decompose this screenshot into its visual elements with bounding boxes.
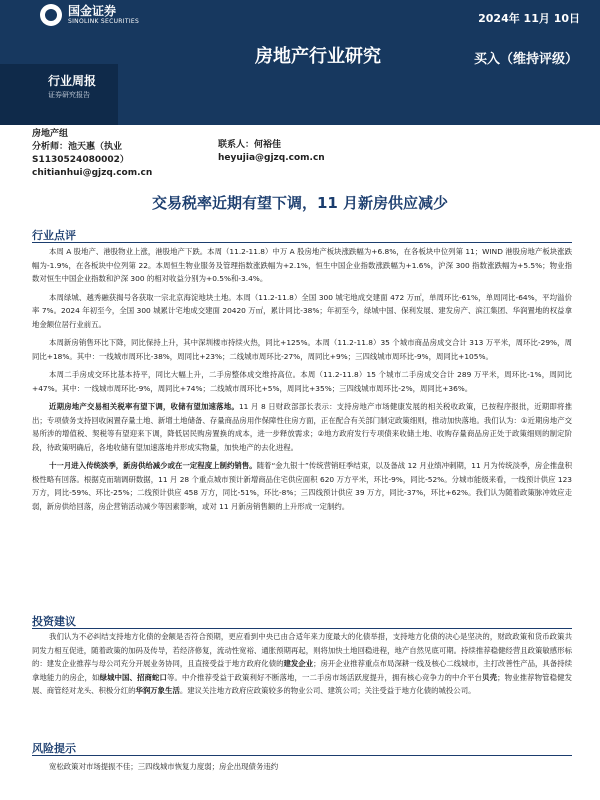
advice-highlight: 华润万象生活: [135, 686, 180, 695]
company-logo: [40, 4, 139, 26]
policy-text: 11 月 8 日财政部部长表示：支持房地产市场健康发展的相关税收政策，已按程序报批，近期即将推出；专项债务支持回收闲置存量土地、新增土地储备、存量商品房用作保障性住房方面，正在配合有关部门制定政策细则，推动加快落地。我们认为：①近期房地产交易所涉的增值税、契税等有望迎来下调，降低居民购房置换的成本，进一步释放需求；②地方政府发行专项债来收储土地、收购存量商品房正处于政策细则的制定阶段，待政策明确后，各地收储有望加速落地并形成实物量，加快地产的去化进程。: [32, 402, 572, 452]
logo-name-cn: 国金证券: [68, 3, 117, 18]
advice-highlight: 贝壳: [482, 672, 498, 682]
paragraph: 本周新房销售环比下降，同比保持上升，其中深圳楼市持续火热，同比+125%。本周（11.2-11.8）35 个城市商品房成交合计 313 万平米，周环比-29%，周同比+18%。其中：一线城市周环比-38%，周同比+23%；二线城市周环比-27%，周同比+9%；三四线城市周环比-9%，周同比+105%。: [32, 338, 572, 361]
logo-name-en: SINOLINK SECURITIES: [68, 17, 140, 25]
report-title: 房地产行业研究: [255, 46, 381, 67]
advice-text: 。建议关注地方政府应政策较多的物业公司、建筑公司；关注受益于地方化债的城投公司。: [179, 686, 476, 695]
policy-lead: 近期房地产交易相关税率有望下调，收储有望加速落地。: [49, 402, 239, 411]
risk-text: 宽松政策对市场提振不佳；三四线城市恢复力度弱；房企出现债务违约: [49, 762, 279, 771]
advice-text: 等。中介推荐受益于政策利好不断落地，一二手房市场活跃度提升，拥有核心竞争力的中介平台: [167, 672, 483, 682]
logo-icon: [40, 4, 62, 26]
advice-text: ；物业推荐物管稳健发展、商管经对龙头、积极分红的: [32, 672, 572, 695]
advice-highlight: 建发企业: [283, 659, 314, 668]
rating-label: 买入（维持评级）: [473, 52, 578, 67]
advice-body: [32, 630, 572, 703]
section-divider: [32, 755, 572, 756]
advice-highlight: 绿城中国、招商蛇口: [99, 672, 168, 682]
advice-text: 我们认为不必纠结支持地方化债的金额是否符合预期，更应看到中央已由合适年来力度最大的化债举措，支持地方化债的决心是坚决的，财政政策和货币政策共同发力相互促进，随着政策的加码及传导，若经济修复，流动性宽裕、通胀预期再起，则将加快土地回稳进程，地产自然见底可期。持续推荐稳健经营且政策敏感形标的：建发企业推荐与母公司充分开展业务协同，且直接受益于地方政府化债的: [32, 632, 572, 668]
contact-label: 联系人：何裕佳: [218, 140, 282, 150]
report-subtype: 证券研究报告: [48, 91, 90, 99]
report-type: 行业周报: [48, 74, 97, 88]
section-divider: [32, 628, 572, 629]
group-name: 房地产组: [32, 129, 69, 139]
author-block: [32, 128, 152, 180]
paragraph: 本周 A 股地产、港股物业上涨，港股地产下跌。本周（11.2-11.8）中万 A 股房地产板块涨跌幅为+6.8%，在各板块中位列第 11；WIND 港股房地产板块涨跌幅为-1.9%，在各板块中位列第 22。本周恒生物业服务及管理指数涨跌幅为+2.1%，恒生中国企业指数涨跌幅为+1.6%，沪深 300 指数涨跌幅为+5.5%；物业指数对恒生中国企业指数和沪深 300 的相对收益分别为+0.5%和-3.4%。: [32, 247, 572, 283]
report-date: 2024年 11月 10日: [478, 12, 580, 25]
analyst-cert: S1130524080002）: [32, 155, 129, 165]
analyst-email: chitianhui@gjzq.com.cn: [32, 168, 153, 178]
section-divider: [32, 242, 572, 243]
analyst-label: 分析师：池天惠（执业: [32, 142, 123, 152]
advice-text: ；房开企业推荐重点布局深耕一线及核心二线城市，主打改善性产品，具备持续拿地能力的房企，如: [32, 659, 572, 682]
section-title-review: 行业点评: [32, 229, 76, 242]
headline: 交易税率近期有望下调，11 月新房供应减少: [151, 194, 449, 212]
section-title-advice: 投资建议: [32, 615, 76, 628]
paragraph-advice: [32, 630, 572, 698]
header-bar: [0, 0, 600, 125]
section-title-risk: 风险提示: [32, 742, 76, 755]
paragraph: 本周二手房成交环比基本持平，同比大幅上升，二手房整体成交维持高位。本周（11.2-11.8）15 个城市二手房成交合计 289 万平米，周环比-1%，周同比+47%。其中：一线城市周环比-9%，周同比+74%；二线城市周环比+5%，周同比+35%；三四线城市周环比-2%，周同比+36%。: [32, 370, 572, 393]
supply-lead: 十一月进入传统淡季，新房供给减少或在一定程度上制约销售。: [49, 461, 257, 470]
review-body: [32, 245, 572, 518]
contact-email: heyujia@gjzq.com.cn: [218, 153, 325, 163]
paragraph-policy: [32, 400, 572, 454]
contact-block: [218, 139, 325, 165]
paragraph: 本周绿城、越秀融获揭号各获取一宗北京海淀地块土地。本周（11.2-11.8）全国 300 城宅地成交建面 472 万㎡，单周环比-61%，单周同比-64%，平均溢价率 7%。2024 年初至今，全国 300 城累计宅地成交建面 20420 万㎡，累计同比-38%；年初至今，绿城中国、保利发展、建发房产、滨江集团、华润置地的权益拿地金额位居行业前五。: [32, 292, 572, 329]
supply-text: 随着“金九银十”传统营销旺季结束，以及备战 12 月业绩冲刺期，11 月为传统淡季，房企推盘积极性略有回落。根据克而瑞调研数据，11 月 28 个重点城市预计新增商品住宅供应面积 620 万方平米，环比-9%，同比-52%。分城市能级来看，一线预计供应 123 万方，同比-59%、环比-25%；二线预计供应 458 万方，同比-51%，环比-8%；三四线预计供应 39 万方，同比-37%，环比+62%。我们认为随着政策脉冲效应走弱，新房供给回落，房企营销活动减少等因素影响，或对 11 月新房销售额的上升形成一定制约。: [32, 461, 572, 511]
paragraph-supply: [32, 459, 572, 513]
